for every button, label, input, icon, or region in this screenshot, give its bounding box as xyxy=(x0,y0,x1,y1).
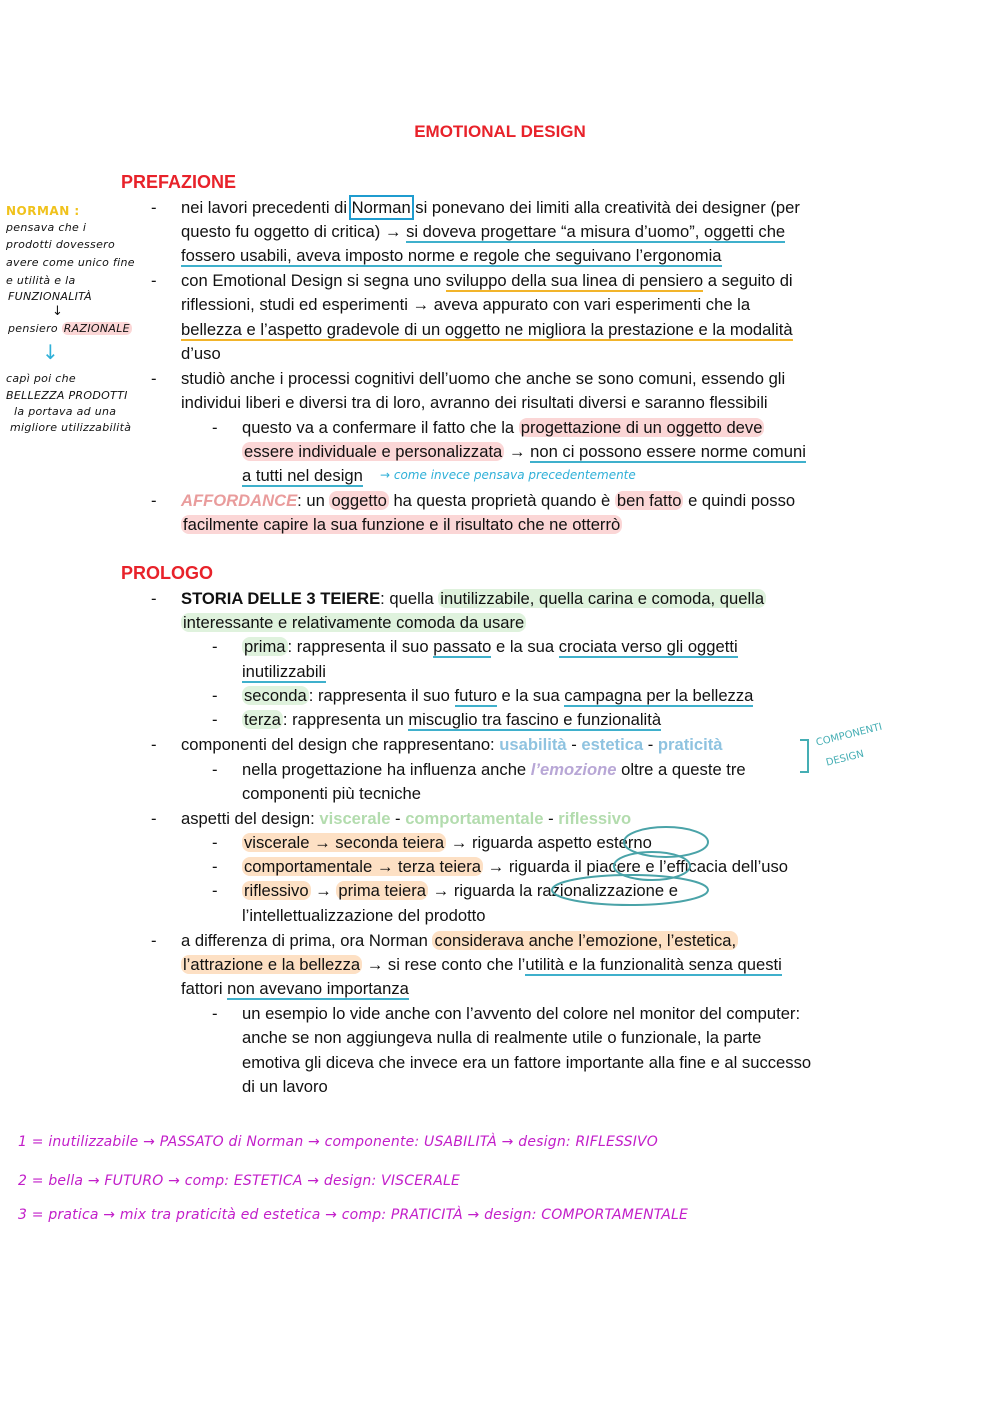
prologo-line-5: seconda : rappresenta il suo futuro e la sua campagna per la bellezza xyxy=(244,686,754,705)
handwritten-note-norman-9: la portava ad una xyxy=(14,405,117,418)
prologo-line-10: aspetti del design: viscerale - comportamentale - riflessivo xyxy=(181,809,632,828)
prologo-line-17: fattori non avevano importanza xyxy=(181,979,409,998)
prefazione-line-3: fossero usabili, aveva imposto norme e regole che seguivano l’ergonomia xyxy=(181,246,722,265)
prefazione-line-4: con Emotional Design si segna uno sviluppo della sua linea di pensiero a seguito di xyxy=(181,271,793,290)
norman-boxed: Norman xyxy=(351,198,411,217)
handwritten-note-norman-6: pensiero RAZIONALE xyxy=(8,322,130,335)
prologo-line-16: l’attrazione e la bellezza → si rese conto che l’utilità e la funzionalità senza questi xyxy=(183,955,782,974)
prefazione-line-5: riflessioni, studi ed esperimenti → aveva appurato con vari esperimenti che la xyxy=(181,295,751,314)
prologo-line-19: anche se non aggiungeva nulla di realmente utile o funzionale, la parte xyxy=(242,1028,762,1047)
handwritten-note-componenti-2: DESIGN xyxy=(825,748,866,769)
handwritten-summary-1: 1 = inutilizzabile → PASSATO di Norman → componente: USABILITÀ → design: RIFLESSIVO xyxy=(18,1134,659,1150)
bullet-dash: - xyxy=(212,418,218,437)
arrow-down-icon: ↓ xyxy=(52,304,64,319)
prefazione-line-13: AFFORDANCE: un oggetto ha questa proprietà quando è ben fatto e quindi posso xyxy=(181,491,796,510)
handwritten-summary-2: 2 = bella → FUTURO → comp: ESTETICA → design: VISCERALE xyxy=(18,1173,461,1189)
prologo-line-9: componenti più tecniche xyxy=(242,784,421,803)
bullet-dash: - xyxy=(212,833,218,852)
prologo-line-21: di un lavoro xyxy=(242,1077,328,1096)
prefazione-line-10: questo va a confermare il fatto che la progettazione di un oggetto deve xyxy=(242,418,763,437)
handwritten-note-norman-head: NORMAN : xyxy=(6,204,80,218)
handwritten-summary-3: 3 = pratica → mix tra praticità ed estetica → comp: PRATICITÀ → design: COMPORTAMENTALE xyxy=(18,1207,689,1223)
prologo-line-2: interessante e relativamente comoda da usare xyxy=(183,613,525,632)
prologo-line-11: viscerale → seconda teiera → riguarda aspetto esterno xyxy=(244,833,652,852)
handwritten-note-norman-2: prodotti dovessero xyxy=(6,238,115,251)
prologo-line-4: inutilizzabili xyxy=(242,662,326,681)
prologo-line-12: comportamentale → terza teiera → riguarda il piacere e l’efficacia dell’uso xyxy=(244,857,789,876)
prologo-line-1: STORIA DELLE 3 TEIERE: quella inutilizzabile, quella carina e comoda, quella xyxy=(181,589,765,608)
bullet-dash: - xyxy=(151,809,157,828)
prefazione-line-1: nei lavori precedenti di Norman si ponevano dei limiti alla creatività dei designer (per xyxy=(181,198,800,217)
document-title: EMOTIONAL DESIGN xyxy=(414,122,586,141)
bullet-dash: - xyxy=(212,1004,218,1023)
prologo-line-6: terza : rappresenta un miscuglio tra fascino e funzionalità xyxy=(244,710,662,729)
prefazione-line-6: bellezza e l’aspetto gradevole di un oggetto ne migliora la prestazione e la modalità xyxy=(181,320,793,339)
handwritten-note-norman-10: migliore utilizzabilità xyxy=(10,421,132,434)
bullet-dash: - xyxy=(212,686,218,705)
prefazione-line-7: d’uso xyxy=(181,344,221,363)
handwritten-note-norman-8: BELLEZZA PRODOTTI xyxy=(6,389,128,402)
bracket-componenti xyxy=(800,740,808,772)
prologo-line-18: un esempio lo vide anche con l’avvento del colore nel monitor del computer: xyxy=(242,1004,801,1023)
bullet-dash: - xyxy=(151,369,157,388)
handwritten-note-norman-5: FUNZIONALITÀ xyxy=(8,290,93,303)
prefazione-line-9: individui liberi e diversi tra di loro, avranno dei risultati diversi e saranno flessibili xyxy=(181,393,768,412)
bullet-dash: - xyxy=(151,198,157,217)
bullet-dash: - xyxy=(212,637,218,656)
bullet-dash: - xyxy=(212,881,218,900)
section-heading-prologo: PROLOGO xyxy=(121,563,214,583)
bullet-dash: - xyxy=(151,735,157,754)
prefazione-line-2: questo fu oggetto di critica) → si doveva progettare “a misura d’uomo”, oggetti che xyxy=(181,222,786,241)
prologo-line-20: emotiva gli diceva che invece era un fattore importante alla fine e al successo xyxy=(242,1053,812,1072)
handwritten-note-componenti-1: COMPONENTI xyxy=(815,721,884,749)
handwritten-note-prima: → come invece pensava precedentemente xyxy=(380,468,636,482)
handwritten-note-norman-1: pensava che i xyxy=(6,221,87,234)
bullet-dash: - xyxy=(151,931,157,950)
prologo-line-13: riflessivo → prima teiera → riguarda la razionalizzazione e xyxy=(244,881,678,900)
prefazione-line-12: a tutti nel design xyxy=(242,466,363,485)
bullet-dash: - xyxy=(151,589,157,608)
handwritten-note-norman-3: avere come unico fine xyxy=(6,256,135,269)
prologo-line-15: a differenza di prima, ora Norman considerava anche l’emozione, l’estetica, xyxy=(181,931,737,950)
bullet-dash: - xyxy=(151,491,157,510)
handwritten-note-norman-7: capì poi che xyxy=(6,372,76,385)
arrow-down-icon: ↓ xyxy=(42,340,59,364)
bullet-dash: - xyxy=(151,271,157,290)
prologo-line-14: l’intellettualizzazione del prodotto xyxy=(242,906,486,925)
bullet-dash: - xyxy=(212,710,218,729)
prefazione-line-14: facilmente capire la sua funzione e il risultato che ne otterrò xyxy=(183,515,621,534)
prologo-line-8: nella progettazione ha influenza anche l’emozione oltre a queste tre xyxy=(242,760,746,779)
prefazione-line-11: essere individuale e personalizzata → non ci possono essere norme comuni xyxy=(244,442,806,461)
bullet-dash: - xyxy=(212,857,218,876)
prologo-line-7: componenti del design che rappresentano: usabilità - estetica - praticità xyxy=(181,735,723,754)
bullet-dash: - xyxy=(212,760,218,779)
section-heading-prefazione: PREFAZIONE xyxy=(121,172,237,192)
prefazione-line-8: studiò anche i processi cognitivi dell’uomo che anche se sono comuni, essendo gli xyxy=(181,369,786,388)
prologo-line-3: prima : rappresenta il suo passato e la sua crociata verso gli oggetti xyxy=(244,637,738,656)
handwritten-note-norman-4: e utilità e la xyxy=(6,274,76,287)
